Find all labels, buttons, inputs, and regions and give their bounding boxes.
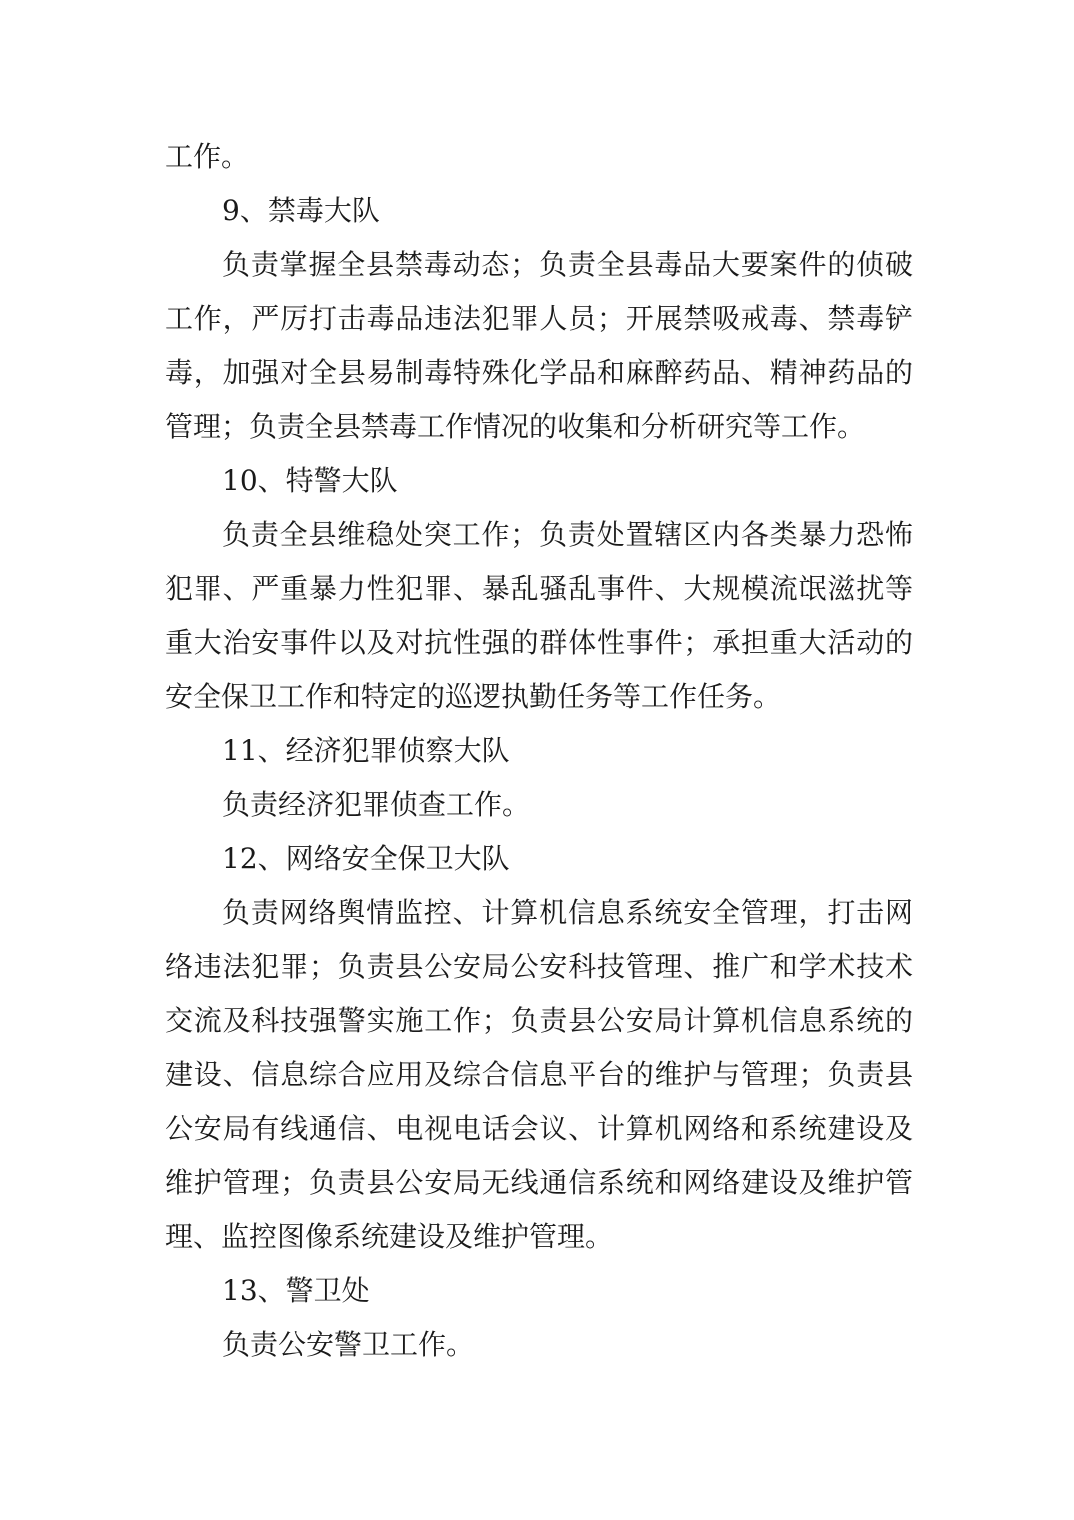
text-line: 毒，加强对全县易制毒特殊化学品和麻醉药品、精神药品的 (165, 356, 913, 389)
text-line: 负责经济犯罪侦查工作。 (222, 788, 531, 821)
section-heading-10: 10、特警大队 (222, 464, 398, 497)
section-heading-11: 11、经济犯罪侦察大队 (222, 734, 510, 767)
text-line: 理、监控图像系统建设及维护管理。 (165, 1220, 614, 1253)
text-line: 交流及科技强警实施工作；负责县公安局计算机信息系统的 (165, 1004, 913, 1037)
text-line: 负责掌握全县禁毒动态；负责全县毒品大要案件的侦破 (222, 248, 913, 281)
text-line: 络违法犯罪；负责县公安局公安科技管理、推广和学术技术 (165, 950, 913, 983)
section-heading-12: 12、网络安全保卫大队 (222, 842, 510, 875)
text-line: 建设、信息综合应用及综合信息平台的维护与管理；负责县 (165, 1058, 913, 1091)
text-line: 工作，严厉打击毒品违法犯罪人员；开展禁吸戒毒、禁毒铲 (165, 302, 913, 335)
text-line: 负责公安警卫工作。 (222, 1328, 475, 1361)
text-line: 重大治安事件以及对抗性强的群体性事件；承担重大活动的 (165, 626, 913, 659)
document-page (165, 130, 913, 1372)
section-heading-13: 13、警卫处 (222, 1274, 370, 1307)
text-line: 公安局有线通信、电视电话会议、计算机网络和系统建设及 (165, 1112, 913, 1145)
text-line: 安全保卫工作和特定的巡逻执勤任务等工作任务。 (165, 680, 782, 713)
text-line: 管理；负责全县禁毒工作情况的收集和分析研究等工作。 (165, 410, 866, 443)
text-line: 工作。 (165, 140, 250, 173)
text-line: 负责网络舆情监控、计算机信息系统安全管理，打击网 (222, 896, 913, 929)
text-line: 犯罪、严重暴力性犯罪、暴乱骚乱事件、大规模流氓滋扰等 (165, 572, 913, 605)
text-line: 负责全县维稳处突工作；负责处置辖区内各类暴力恐怖 (222, 518, 913, 551)
text-line: 维护管理；负责县公安局无线通信系统和网络建设及维护管 (165, 1166, 913, 1199)
section-heading-9: 9、禁毒大队 (222, 194, 380, 227)
